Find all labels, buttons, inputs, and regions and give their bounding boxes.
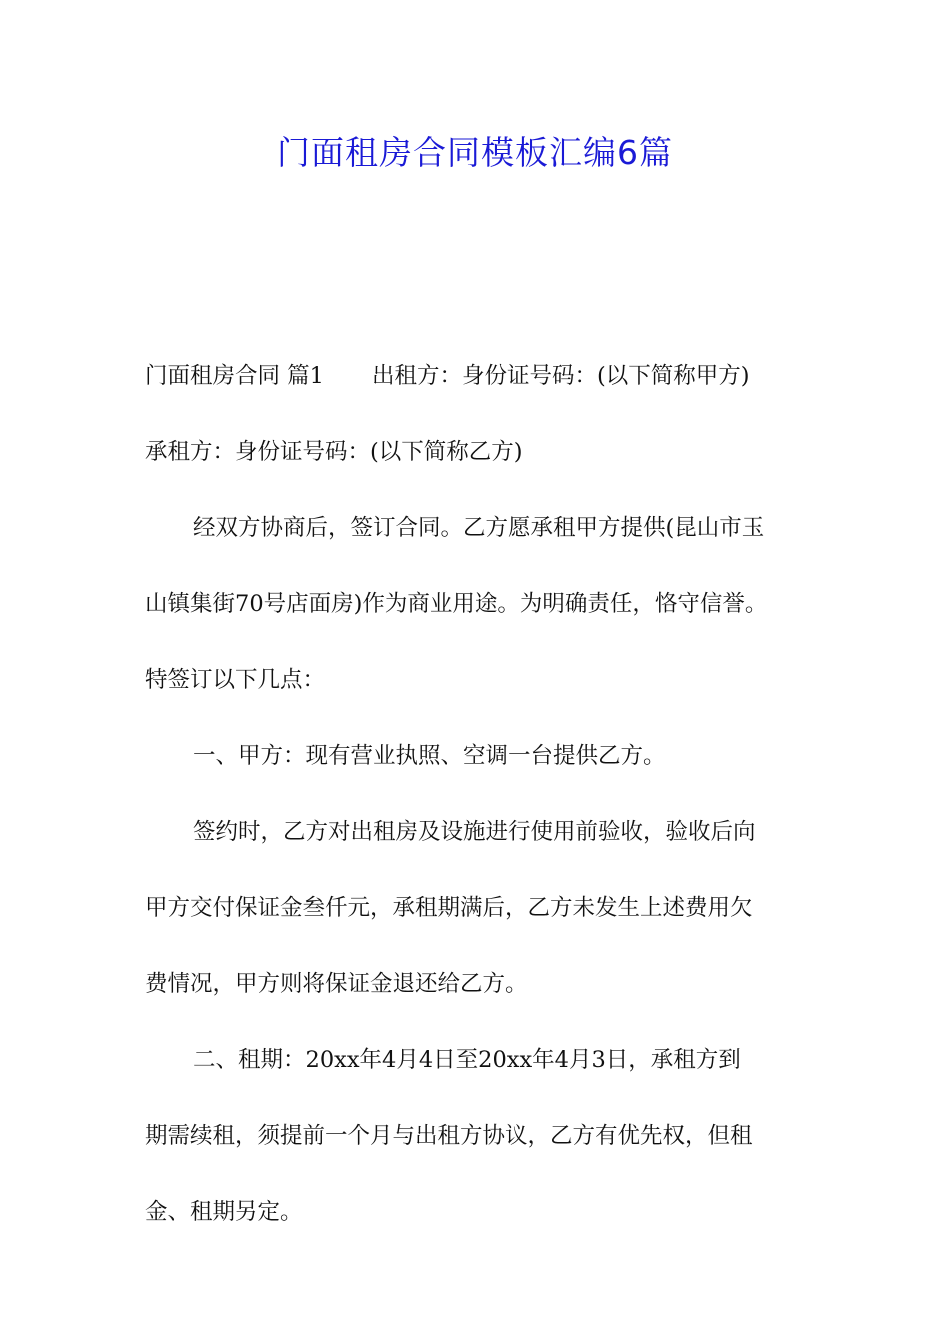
paragraph-line: 特签订以下几点： <box>145 667 326 693</box>
paragraph-line: 一、甲方：现有营业执照、空调一台提供乙方。 <box>193 743 666 769</box>
paragraph-line <box>145 338 815 414</box>
paragraph-line: 金、租期另定。 <box>145 1199 303 1225</box>
paragraph-line: 二、租期：20xx年4月4日至20xx年4月3日，承租方到 <box>193 1047 741 1073</box>
document-body <box>145 338 815 1250</box>
paragraph-line: 承租方：身份证号码：(以下简称乙方) <box>145 439 523 465</box>
paragraph-line: 经双方协商后，签订合同。乙方愿承租甲方提供(昆山市玉 <box>193 515 765 541</box>
lessor-info: 出租方：身份证号码：(以下简称甲方) <box>371 363 750 389</box>
paragraph-line: 期需续租，须提前一个月与出租方协议，乙方有优先权，但租 <box>145 1123 753 1149</box>
paragraph-line: 山镇集街70号店面房)作为商业用途。为明确责任，恪守信誉。 <box>145 591 768 617</box>
contract-heading: 门面租房合同 篇1 <box>145 363 324 389</box>
paragraph-line: 甲方交付保证金叁仟元，承租期满后，乙方未发生上述费用欠 <box>145 895 753 921</box>
document-title: 门面租房合同模板汇编6篇 <box>277 133 673 172</box>
paragraph-line: 签约时，乙方对出租房及设施进行使用前验收，验收后向 <box>193 819 756 845</box>
paragraph-line: 费情况，甲方则将保证金退还给乙方。 <box>145 971 528 997</box>
